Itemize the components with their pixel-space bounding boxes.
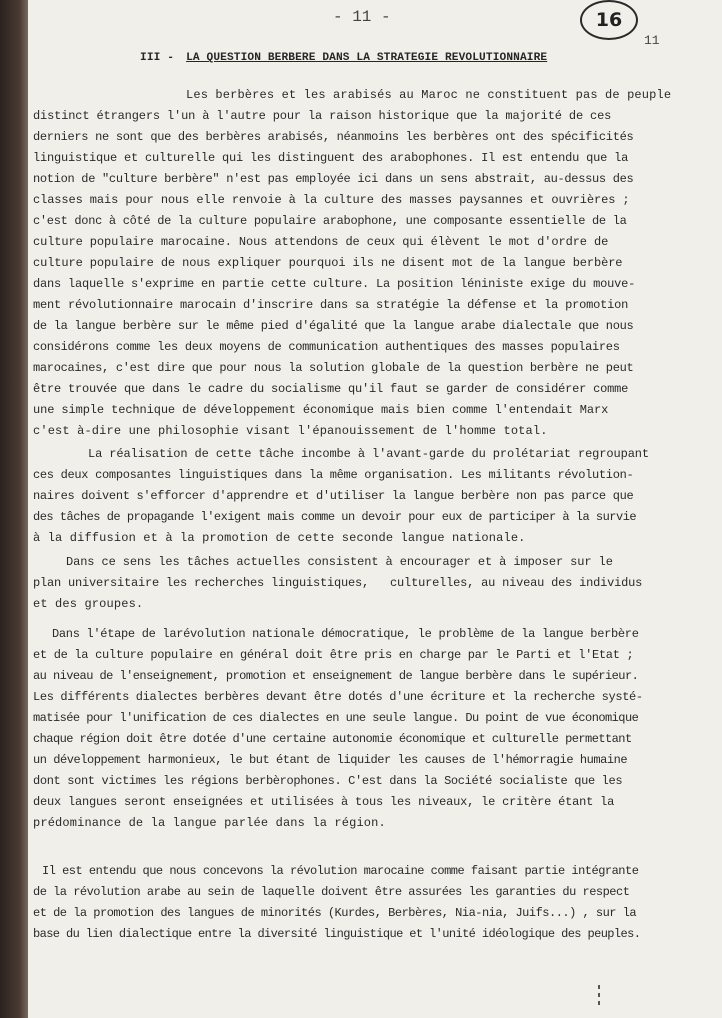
text-line: dans laquelle s'exprime en partie cette culture. La position léniniste exige du mouve-	[33, 277, 636, 291]
text-line: dont sont victimes les régions berbèrophones. C'est dans la Société socialiste que les	[33, 774, 623, 788]
text-line: Il est entendu que nous concevons la révolution marocaine comme faisant partie intégrante	[42, 864, 639, 878]
text-line: Les berbères et les arabisés au Maroc ne constituent pas de peuple	[186, 88, 672, 102]
text-line: deux langues seront enseignées et utilisées à tous les niveaux, le critère étant la	[33, 795, 615, 809]
text-line: de la langue berbère sur le même pied d'égalité que la langue arabe dialectale que nous	[33, 319, 634, 333]
section-heading	[140, 52, 547, 64]
text-line: culture populaire marocaine. Nous attendons de ceux qui élèvent le mot d'ordre de	[33, 235, 609, 249]
text-line: culture populaire de nous expliquer pourquoi ils ne disent mot de la langue berbère	[33, 256, 623, 270]
text-line: naires doivent s'efforcer d'apprendre et d'utiliser la langue berbère non pas parce que	[33, 489, 634, 503]
text-line: ces deux composantes linguistiques dans la même organisation. Les militants révolution-	[33, 468, 634, 482]
text-line: et de la culture populaire en général doit être pris en charge par le Parti et l'Etat ;	[33, 648, 634, 662]
text-line: chaque région doit être dotée d'une certaine autonomie économique et culturelle permettant	[33, 732, 632, 746]
text-line: Les différents dialectes berbères devant être dotés d'une écriture et la recherche systé-	[33, 690, 643, 704]
text-line: La réalisation de cette tâche incombe à l'avant-garde du prolétariat regroupant	[88, 447, 649, 461]
handwritten-page-stamp: 16	[580, 0, 638, 40]
text-line: matisée pour l'unification de ces dialectes en une seule langue. Du point de vue économique	[33, 711, 639, 725]
page-number: - 11 -	[333, 8, 391, 26]
text-line: base du lien dialectique entre la diversité linguistique et l'unité idéologique des peuples.	[33, 927, 641, 941]
text-line: Dans ce sens les tâches actuelles consistent à encourager et à imposer sur le	[66, 555, 613, 569]
text-line: ment révolutionnaire marocain d'inscrire dans sa stratégie la défense et la promotion	[33, 298, 629, 312]
text-line: de la révolution arabe au sein de laquelle doivent être assurées les garanties du respect	[33, 885, 630, 899]
text-line: et de la promotion des langues de minorités (Kurdes, Berbères, Nia-nia, Juifs...) , sur la	[33, 906, 637, 920]
text-line: un développement harmonieux, le but étant de liquider les causes de l'hémorragie humaine	[33, 753, 628, 767]
text-line: Dans l'étape de larévolution nationale démocratique, le problème de la langue berbère	[52, 627, 639, 641]
text-line: au niveau de l'enseignement, promotion et enseignement de langue berbère dans le supérieur.	[33, 669, 639, 683]
margin-pencil-mark	[598, 985, 600, 1007]
text-line: classes mais pour nous elle renvoie à la culture des masses paysannes et ouvrières ;	[33, 193, 630, 207]
text-line: et des groupes.	[33, 597, 144, 611]
text-line: à la diffusion et à la promotion de cette seconde langue nationale.	[33, 531, 526, 545]
text-line: notion de "culture berbère" n'est pas employée ici dans un sens abstrait, au-dessus des	[33, 172, 634, 186]
text-line: être trouvée que dans le cadre du socialisme qu'il faut se garder de considérer comme	[33, 382, 629, 396]
section-number: III -	[140, 52, 175, 64]
text-line: une simple technique de développement économique mais bien comme l'entendait Marx	[33, 403, 609, 417]
document-page	[28, 0, 722, 1018]
page-edge-shadow	[0, 0, 28, 1018]
section-title: LA QUESTION BERBERE DANS LA STRATEGIE REVOLUTIONNAIRE	[186, 52, 548, 64]
text-line: c'est à-dire une philosophie visant l'épanouissement de l'homme total.	[33, 424, 548, 438]
text-line: marocaines, c'est dire que pour nous la solution globale de la question berbère ne peut	[33, 361, 634, 375]
text-line: des tâches de propagande l'exigent mais comme un devoir pour eux de participer à la survie	[33, 510, 637, 524]
text-line: plan universitaire les recherches linguistiques, culturelles, au niveau des individus	[33, 576, 643, 590]
text-line: prédominance de la langue parlée dans la région.	[33, 816, 386, 830]
text-line: distinct étrangers l'un à l'autre pour la raison historique que la majorité de ces	[33, 109, 612, 123]
text-line: derniers ne sont que des berbères arabisés, néanmoins les berbères ont des spécificités	[33, 130, 634, 144]
text-line: considérons comme les deux moyens de communication authentiques des masses populaires	[33, 340, 620, 354]
corner-mark: 11	[644, 33, 660, 48]
text-line: linguistique et culturelle qui les distinguent des arabophones. Il est entendu que la	[33, 151, 629, 165]
text-line: c'est donc à côté de la culture populaire arabophone, une composante essentielle de la	[33, 214, 627, 228]
